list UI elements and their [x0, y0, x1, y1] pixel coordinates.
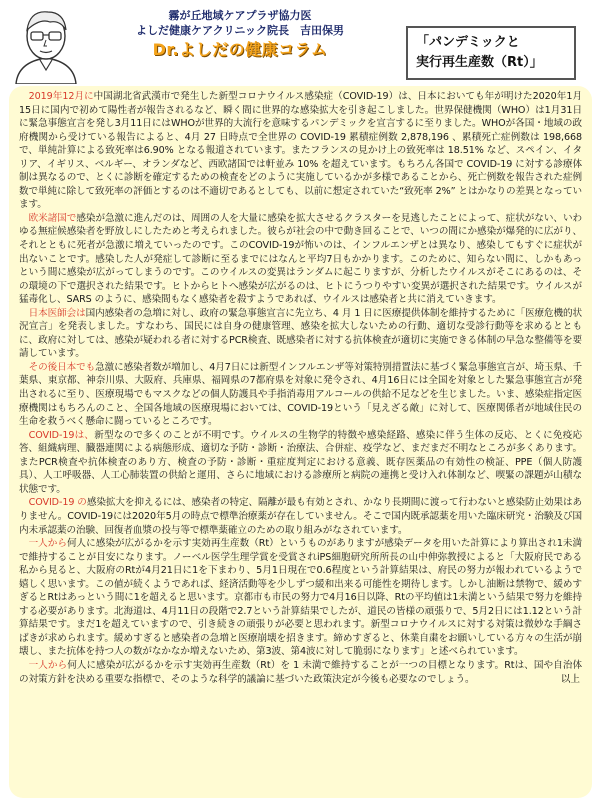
paragraph-lead: 一人から	[28, 659, 68, 671]
paragraph-lead: COVID-19 の	[28, 497, 87, 509]
clinic-name: よしだ健康ケアクリニック院長 吉田保男	[135, 24, 344, 37]
paragraph-lead: その後日本でも	[28, 361, 96, 373]
paragraph	[19, 212, 582, 307]
paragraph	[19, 307, 582, 361]
author-byline	[120, 8, 360, 61]
topic-title-box	[406, 26, 576, 80]
paragraph-text: 急激に感染者数が増加し、4月7日には新型インフルエンザ等対策特別措置法に基づく緊急事態宣言が、埼玉県、千葉県、東京都、神奈川県、大阪府、兵庫県、福岡県の7都府県を対象に発令され、4月16日には全国を対象とした緊急事態宣言が発出されるに至り、医療現場でもマスクなどの個人防護具や手指消毒用アルコールの供給不足などを生じました。いま、感染症指定医療機関はもちろんのこと、全国各地域の医療現場においては、COVID-19という「見えざる敵」に対して、医療関係者が地域住民の生命を救うべく懸命に闘っているところです。	[19, 361, 583, 428]
paragraph	[19, 90, 582, 212]
paragraph-text: 感染が急激に進んだのは、周囲の人を大量に感染を拡大させるクラスターを見逃したことによって、症状がない、いわゆる無症候感染者を野放しにしたためと考えられました。彼らが社会の中で動き回ることで、いつの間にか感染が爆発的に広がり、それとともに死者が急激に増えていったのです。このCOVID-19が怖いのは、インフルエンザとは異なり、感染してもすぐに症状が出ないことです。感染した人が発症して診断に至るまでにはなんと平均7日もかかります。このために、知らない間に、しかもあっという間に感染が広がってしまうのです。このウイルスの変異はランダムに起こりますが、分析したウイルスがそこにあるのは、その環境の下で選択された結果です。ヒトからヒトへ感染が広がるのは、ヒトにうつりやすい変異が選択された結果です。ウイルスが猛毒化し、SARS のように、感染間もなく感染者を殺すようであれば、ウイルスは感染者と共に消えていきます。	[19, 212, 582, 306]
column-title: Dr.よしだの健康コラム	[152, 40, 328, 59]
column-header	[0, 0, 600, 84]
paragraph	[19, 496, 582, 537]
article-body	[9, 86, 592, 798]
paragraph-text: 何人に感染が広がるかを示す実効再生産数（Rt）というものがありますが感染データを用いた計算により算出され1未満で維持することが目安になります。ノーベル医学生理学賞を受賞されiPS細胞研究所所長の山中伸弥教授によると「大阪府民である私から見ると、大阪府のRtが4月21日に1を下まわり、5月1日現在で0.6程度という計算結果は、府民の努力が報われているようで嬉しく思います。この値が続くようであれば、経済活動等を少しずつ緩和出来る可能性を期待します。しかし油断は禁物で、緩めすぎるとRtはあっという間に1を超えると思います。京都市も市民の努力で4月16日以降、Rtの平均値は1未満という結果で努力を維持する必要があります。北海道は、4月11日の段階で2.7という計算結果でしたが、道民の皆様の頑張りで、5月2日には1.12という計算結果です。まだ1を超えていますので、引き続きの頑張りが必要と思われます。新型コロナウイルスに対する対策は微妙な手綱さばきが求められます。緩めすぎると感染者の急増と医療崩壊を招きます。締めすぎると、休業自粛をお願いしている方々の生活が崩壊し、また抗体を持つ人の数がなかなか増えないため、第3波、第4波に対して脆弱になります」と述べられています。	[19, 538, 583, 658]
paragraph	[19, 429, 582, 497]
paragraph-text: 国内感染者の急増に対し、政府の緊急事態宣言に先立ち、4 月 1 日に医療提供体制を維持するために「医療危機的状況宣言」を発表しました。すなわち、国民には自身の健康管理、感染を拡大しないための行動、適切な受診行動等を求めるとともに、政府に対しては、感染が疑われる者に対するPCR検査、既感染者に対する抗体検査が適切に実施できる体制の早急な整備等を要請しています。	[19, 307, 582, 360]
closing-mark: 以上	[560, 674, 580, 686]
paragraph-text: 新型なので多くのことが不明です。ウイルスの生物学的特徴や感染経路、感染に伴う生体の反応、とくに免疫応答、組織病理、臓器連関による病態形成、適切な予防・診断・治療法、合併症、疫学など、まだまだ不明なところが多くあります。またPCR検査や抗体検査のあり方、検査の予防・診断・重症度判定における意義、既存医薬品の有効性の検証、PPE（個人防護具）、人工呼吸器、人工心肺装置の供給と運用、さらに地域における診療所と病院の連携と受け入れ体制など、喫緊の課題が山積な状態です。	[19, 429, 583, 495]
topic-title-line2: 実行再生産数（Rt）」	[416, 55, 543, 70]
paragraph-lead: 一人から	[28, 538, 67, 550]
paragraph-lead: 2019年12月に	[28, 91, 94, 102]
paragraph-lead: 日本医師会は	[28, 307, 86, 319]
doctor-portrait-illustration	[10, 4, 82, 84]
paragraph	[19, 537, 582, 659]
affiliation: 霧が丘地域ケアプラザ協力医	[168, 9, 312, 22]
paragraph	[19, 361, 582, 429]
topic-title-line1: 「パンデミックと	[416, 35, 520, 50]
paragraph-text: 中国湖北省武漢市で発生した新型コロナウイルス感染症（COVID-19）は、日本においても年が明けた2020年1月15日に国内で初めて陽性者が報告されるなど、瞬く間に世界的な感染拡大を引き起こしました。世界保健機関（WHO）は1月31日に緊急事態宣言を発し3月11日にはWHOが世界的大流行を意味するパンデミックを宣言するに至りました。WHOが各国・地域の政府機関から受けている報告によると、4月 27 日時点で全世界の COVID-19 累積症例数 2,878,196 、累積死亡症例数は 198,668 で、単純計算による致死率は6.90% となる報道されています。またフランスの見かけ上の致死率は 18.51% など、スペイン、イタリア、イギリス、ベルギー、オランダなど、西欧諸国では軒並み 10% を超えています。もちろん各国で COVID-19 に対する診療体制は異なるので、とくに診断を確定するための検査をどのように実施しているかが多様であることから、死亡例数を報告された症例数で単純に除して致死率の評価とするのは不適切であるとしても、以前に想定されていた“致死率 2%” とはかなりの差異となっています。	[19, 91, 582, 211]
paragraph-lead: COVID-19は、	[28, 429, 95, 441]
paragraph-text: 何人に感染が広がるかを示す実効再生産数（Rt）を 1 未満で維持することが一つの目標となります。Rtは、国や自治体の対策方針を決める重要な指標で、そのような科学的議論に基づいた政策決定が今後も必要なのでしょう。	[19, 659, 582, 685]
paragraph-lead: 欧米諸国で	[28, 212, 77, 224]
paragraph-text: 感染拡大を抑えるには、感染者の特定、隔離が最も有効とされ、かなり長期間に渡って行わないと感染防止効果はありません。COVID-19には2020年5月の時点で標準治療薬が存在していません。そこで国内既承認薬を用いた臨床研究・治験及び国内未承認薬の治験、回復者血漿の投与等で標準薬確立のための取り組みがなされています。	[19, 497, 582, 536]
